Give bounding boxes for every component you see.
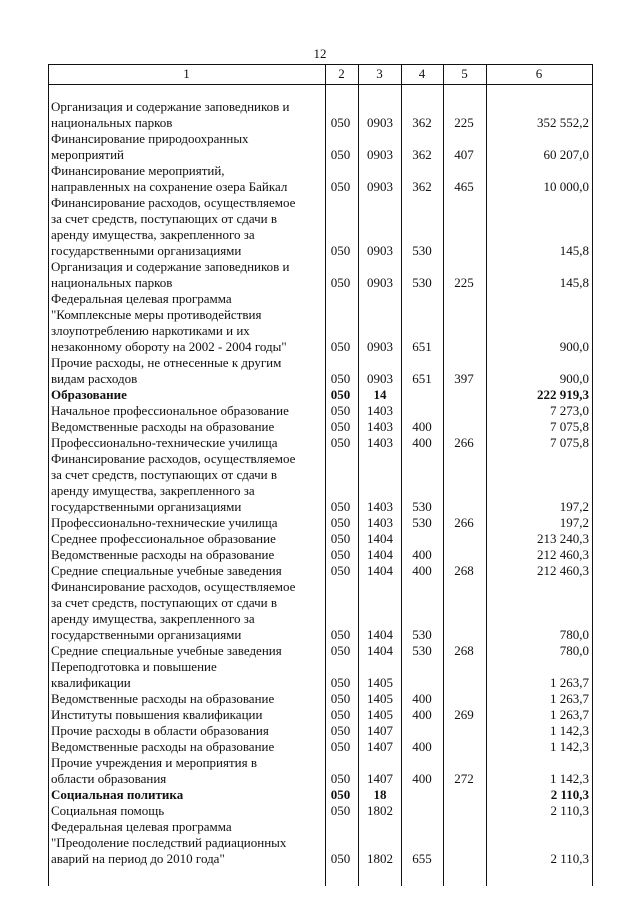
table-row <box>48 355 593 387</box>
cell-c6: 7 273,0 <box>550 403 589 418</box>
cell-c4: 362 <box>412 147 432 162</box>
cell-c4: 655 <box>412 851 432 866</box>
cell-c3: 1404 <box>367 563 393 578</box>
row-description <box>51 387 323 403</box>
cell-c5: 269 <box>454 707 474 722</box>
row-description-line: Финансирование мероприятий, <box>51 163 225 178</box>
row-description <box>51 707 323 723</box>
row-description <box>51 787 323 803</box>
header-col-4: 4 <box>418 66 426 81</box>
cell-c6: 212 460,3 <box>537 563 589 578</box>
cell-c4: 530 <box>412 643 432 658</box>
cell-c6: 900,0 <box>559 371 589 386</box>
row-description <box>51 403 323 419</box>
cell-c5: 397 <box>454 371 474 386</box>
table-row <box>48 755 593 787</box>
cell-c4: 400 <box>412 691 432 706</box>
cell-c6: 10 000,0 <box>543 179 589 194</box>
row-description-line: Финансирование природоохранных <box>51 131 249 146</box>
row-description-line: государственными организациями <box>51 243 242 258</box>
cell-c2: 050 <box>330 403 351 418</box>
row-description-line: национальных парков <box>51 275 173 290</box>
table-row <box>48 803 593 819</box>
cell-c4: 400 <box>412 771 432 786</box>
cell-c6: 2 110,3 <box>550 851 589 866</box>
cell-c6: 1 263,7 <box>550 707 589 722</box>
row-description-line: Средние специальные учебные заведения <box>51 563 282 578</box>
cell-c6: 7 075,8 <box>550 435 589 450</box>
cell-c3: 0903 <box>367 147 393 162</box>
cell-c2: 050 <box>330 499 351 514</box>
header-col-3: 3 <box>376 66 383 81</box>
row-description-line: Финансирование расходов, осуществляемое <box>51 579 296 594</box>
table-row <box>48 819 593 867</box>
table-row <box>48 723 593 739</box>
row-description-line: "Преодоление последствий радиационных <box>51 835 287 850</box>
row-description-line: Среднее профессиональное образование <box>51 531 276 546</box>
row-description-line: за счет средств, поступающих от сдачи в <box>51 467 277 482</box>
row-description <box>51 691 323 707</box>
cell-c3: 1403 <box>367 515 393 530</box>
table-row <box>48 787 593 803</box>
cell-c2: 050 <box>330 115 351 130</box>
row-description-line: Переподготовка и повышение <box>51 659 217 674</box>
row-description-line: Образование <box>51 387 127 402</box>
row-description <box>51 723 323 739</box>
table-row <box>48 691 593 707</box>
cell-c6: 2 110,3 <box>550 787 589 802</box>
row-description-line: Начальное профессиональное образование <box>51 403 289 418</box>
row-description <box>51 451 323 515</box>
table-row <box>48 739 593 755</box>
cell-c3: 1405 <box>367 691 393 706</box>
cell-c5: 272 <box>454 771 474 786</box>
cell-c4: 362 <box>412 179 432 194</box>
cell-c6: 900,0 <box>559 339 589 354</box>
row-description-line: аренду имущества, закрепленного за <box>51 483 255 498</box>
cell-c3: 1404 <box>367 547 393 562</box>
cell-c6: 222 919,3 <box>537 387 589 402</box>
row-description <box>51 515 323 531</box>
row-description <box>51 99 323 131</box>
cell-c4: 400 <box>412 419 432 434</box>
cell-c2: 050 <box>330 371 351 386</box>
table-row <box>48 435 593 451</box>
cell-c3: 1403 <box>367 419 393 434</box>
header-col-6: 6 <box>535 66 543 81</box>
cell-c3: 1405 <box>367 707 393 722</box>
cell-c4: 400 <box>412 435 432 450</box>
cell-c6: 1 142,3 <box>550 723 589 738</box>
row-description-line: Институты повышения квалификации <box>51 707 263 722</box>
cell-c4: 400 <box>412 547 432 562</box>
row-description-line: за счет средств, поступающих от сдачи в <box>51 595 277 610</box>
table-row <box>48 195 593 259</box>
row-description <box>51 563 323 579</box>
cell-c2: 050 <box>330 547 351 562</box>
row-description-line: Финансирование расходов, осуществляемое <box>51 195 296 210</box>
cell-c6: 60 207,0 <box>543 147 589 162</box>
cell-c3: 1404 <box>367 627 393 642</box>
row-description-line: Профессионально-технические училища <box>51 435 278 450</box>
row-description-line: Прочие расходы в области образования <box>51 723 269 738</box>
cell-c3: 1403 <box>367 499 393 514</box>
table-row <box>48 643 593 659</box>
row-description <box>51 547 323 563</box>
row-description-line: Прочие учреждения и мероприятия в <box>51 755 257 770</box>
row-description <box>51 163 323 195</box>
cell-c2: 050 <box>330 275 351 290</box>
row-description-line: злоупотреблению наркотиками и их <box>51 323 250 338</box>
cell-c4: 362 <box>412 115 432 130</box>
row-description-line: Ведомственные расходы на образование <box>51 691 275 706</box>
cell-c3: 0903 <box>367 275 393 290</box>
cell-c2: 050 <box>330 435 351 450</box>
row-description-line: Организация и содержание заповедников и <box>51 259 290 274</box>
header-col-1: 1 <box>183 66 190 81</box>
cell-c2: 050 <box>330 803 351 818</box>
row-description-line: Средние специальные учебные заведения <box>51 643 282 658</box>
cell-c6: 7 075,8 <box>550 419 589 434</box>
row-description-line: квалификации <box>51 675 131 690</box>
row-description <box>51 259 323 291</box>
row-description <box>51 291 323 355</box>
row-description-line: национальных парков <box>51 115 173 130</box>
cell-c3: 1404 <box>367 643 393 658</box>
cell-c2: 050 <box>330 387 351 402</box>
cell-c5: 268 <box>454 643 474 658</box>
cell-c3: 0903 <box>367 339 393 354</box>
cell-c2: 050 <box>330 675 351 690</box>
cell-c2: 050 <box>330 563 351 578</box>
cell-c6: 2 110,3 <box>550 803 589 818</box>
table-row <box>48 579 593 643</box>
row-description-line: Профессионально-технические училища <box>51 515 278 530</box>
cell-c3: 1802 <box>367 803 393 818</box>
cell-c6: 212 460,3 <box>537 547 589 562</box>
cell-c6: 1 263,7 <box>550 675 589 690</box>
cell-c2: 050 <box>330 643 351 658</box>
table-row <box>48 419 593 435</box>
cell-c2: 050 <box>330 419 351 434</box>
cell-c2: 050 <box>330 627 351 642</box>
cell-c5: 225 <box>454 115 474 130</box>
table-row <box>48 515 593 531</box>
row-description-line: аренду имущества, закрепленного за <box>51 227 255 242</box>
table-row <box>48 99 593 131</box>
table-row <box>48 563 593 579</box>
cell-c2: 050 <box>330 787 351 802</box>
table-row <box>48 259 593 291</box>
cell-c3: 18 <box>373 787 387 802</box>
table-row <box>48 291 593 355</box>
row-description-line: Прочие расходы, не отнесенные к другим <box>51 355 282 370</box>
row-description-line: Ведомственные расходы на образование <box>51 419 275 434</box>
row-description-line: направленных на сохранение озера Байкал <box>51 179 288 194</box>
cell-c2: 050 <box>330 515 351 530</box>
table-row <box>48 707 593 723</box>
table-row <box>48 531 593 547</box>
cell-c3: 1403 <box>367 435 393 450</box>
cell-c2: 050 <box>330 739 351 754</box>
row-description <box>51 819 323 867</box>
cell-c3: 0903 <box>367 371 393 386</box>
cell-c3: 0903 <box>367 115 393 130</box>
row-description-line: за счет средств, поступающих от сдачи в <box>51 211 277 226</box>
cell-c4: 530 <box>412 243 432 258</box>
row-description <box>51 755 323 787</box>
cell-c4: 530 <box>412 275 432 290</box>
cell-c6: 145,8 <box>559 275 589 290</box>
row-description-line: аварий на период до 2010 года" <box>51 851 225 866</box>
cell-c6: 1 142,3 <box>550 771 589 786</box>
cell-c2: 050 <box>330 243 351 258</box>
cell-c4: 400 <box>412 563 432 578</box>
row-description-line: аренду имущества, закрепленного за <box>51 611 255 626</box>
row-description <box>51 435 323 451</box>
table-row <box>48 451 593 515</box>
cell-c4: 651 <box>412 371 432 386</box>
cell-c4: 530 <box>412 499 432 514</box>
cell-c2: 050 <box>330 339 351 354</box>
header-col-5: 5 <box>461 66 468 81</box>
cell-c5: 268 <box>454 563 474 578</box>
table-row <box>48 387 593 403</box>
row-description-line: государственными организациями <box>51 627 242 642</box>
cell-c2: 050 <box>330 531 351 546</box>
cell-c5: 225 <box>454 275 474 290</box>
row-description-line: государственными организациями <box>51 499 242 514</box>
cell-c6: 197,2 <box>559 515 589 530</box>
row-description-line: Организация и содержание заповедников и <box>51 99 290 114</box>
table-row <box>48 131 593 163</box>
cell-c6: 1 263,7 <box>550 691 589 706</box>
table-row <box>48 659 593 691</box>
cell-c4: 400 <box>412 707 432 722</box>
cell-c5: 465 <box>454 179 474 194</box>
cell-c3: 0903 <box>367 243 393 258</box>
cell-c3: 0903 <box>367 179 393 194</box>
table-row <box>48 163 593 195</box>
cell-c3: 14 <box>373 387 387 402</box>
cell-c6: 780,0 <box>559 627 589 642</box>
cell-c3: 1407 <box>367 723 393 738</box>
cell-c3: 1403 <box>367 403 393 418</box>
cell-c3: 1405 <box>367 675 393 690</box>
row-description-line: Социальная политика <box>51 787 184 802</box>
row-description <box>51 803 323 819</box>
cell-c6: 352 552,2 <box>537 115 589 130</box>
table-row <box>48 403 593 419</box>
row-description <box>51 659 323 691</box>
row-description <box>51 419 323 435</box>
row-description-line: Федеральная целевая программа <box>51 819 232 834</box>
cell-c5: 407 <box>454 147 474 162</box>
cell-c3: 1407 <box>367 739 393 754</box>
cell-c2: 050 <box>330 707 351 722</box>
row-description <box>51 131 323 163</box>
cell-c2: 050 <box>330 147 351 162</box>
row-description <box>51 739 323 755</box>
cell-c5: 266 <box>454 435 474 450</box>
cell-c4: 530 <box>412 627 432 642</box>
row-description <box>51 355 323 387</box>
row-description <box>51 579 323 643</box>
header-bottom-border <box>48 84 593 85</box>
row-description-line: Ведомственные расходы на образование <box>51 739 275 754</box>
cell-c5: 266 <box>454 515 474 530</box>
row-description-line: Финансирование расходов, осуществляемое <box>51 451 296 466</box>
cell-c2: 050 <box>330 771 351 786</box>
row-description <box>51 195 323 259</box>
row-description-line: области образования <box>51 771 167 786</box>
cell-c6: 780,0 <box>559 643 589 658</box>
row-description <box>51 643 323 659</box>
page-number: 12 <box>313 46 327 61</box>
cell-c6: 1 142,3 <box>550 739 589 754</box>
table-row <box>48 547 593 563</box>
row-description <box>51 531 323 547</box>
cell-c6: 197,2 <box>559 499 589 514</box>
cell-c3: 1404 <box>367 531 393 546</box>
row-description-line: Социальная помощь <box>51 803 165 818</box>
cell-c3: 1407 <box>367 771 393 786</box>
cell-c4: 651 <box>412 339 432 354</box>
header-col-2: 2 <box>338 66 345 81</box>
cell-c4: 530 <box>412 515 432 530</box>
row-description-line: "Комплексные меры противодействия <box>51 307 262 322</box>
cell-c2: 050 <box>330 691 351 706</box>
cell-c3: 1802 <box>367 851 393 866</box>
row-description-line: Федеральная целевая программа <box>51 291 232 306</box>
row-description-line: незаконному обороту на 2002 - 2004 годы" <box>51 339 287 354</box>
cell-c2: 050 <box>330 851 351 866</box>
row-description-line: Ведомственные расходы на образование <box>51 547 275 562</box>
cell-c2: 050 <box>330 723 351 738</box>
cell-c4: 400 <box>412 739 432 754</box>
cell-c2: 050 <box>330 179 351 194</box>
row-description-line: видам расходов <box>51 371 138 386</box>
cell-c6: 213 240,3 <box>537 531 589 546</box>
row-description-line: мероприятий <box>51 147 124 162</box>
cell-c6: 145,8 <box>559 243 589 258</box>
